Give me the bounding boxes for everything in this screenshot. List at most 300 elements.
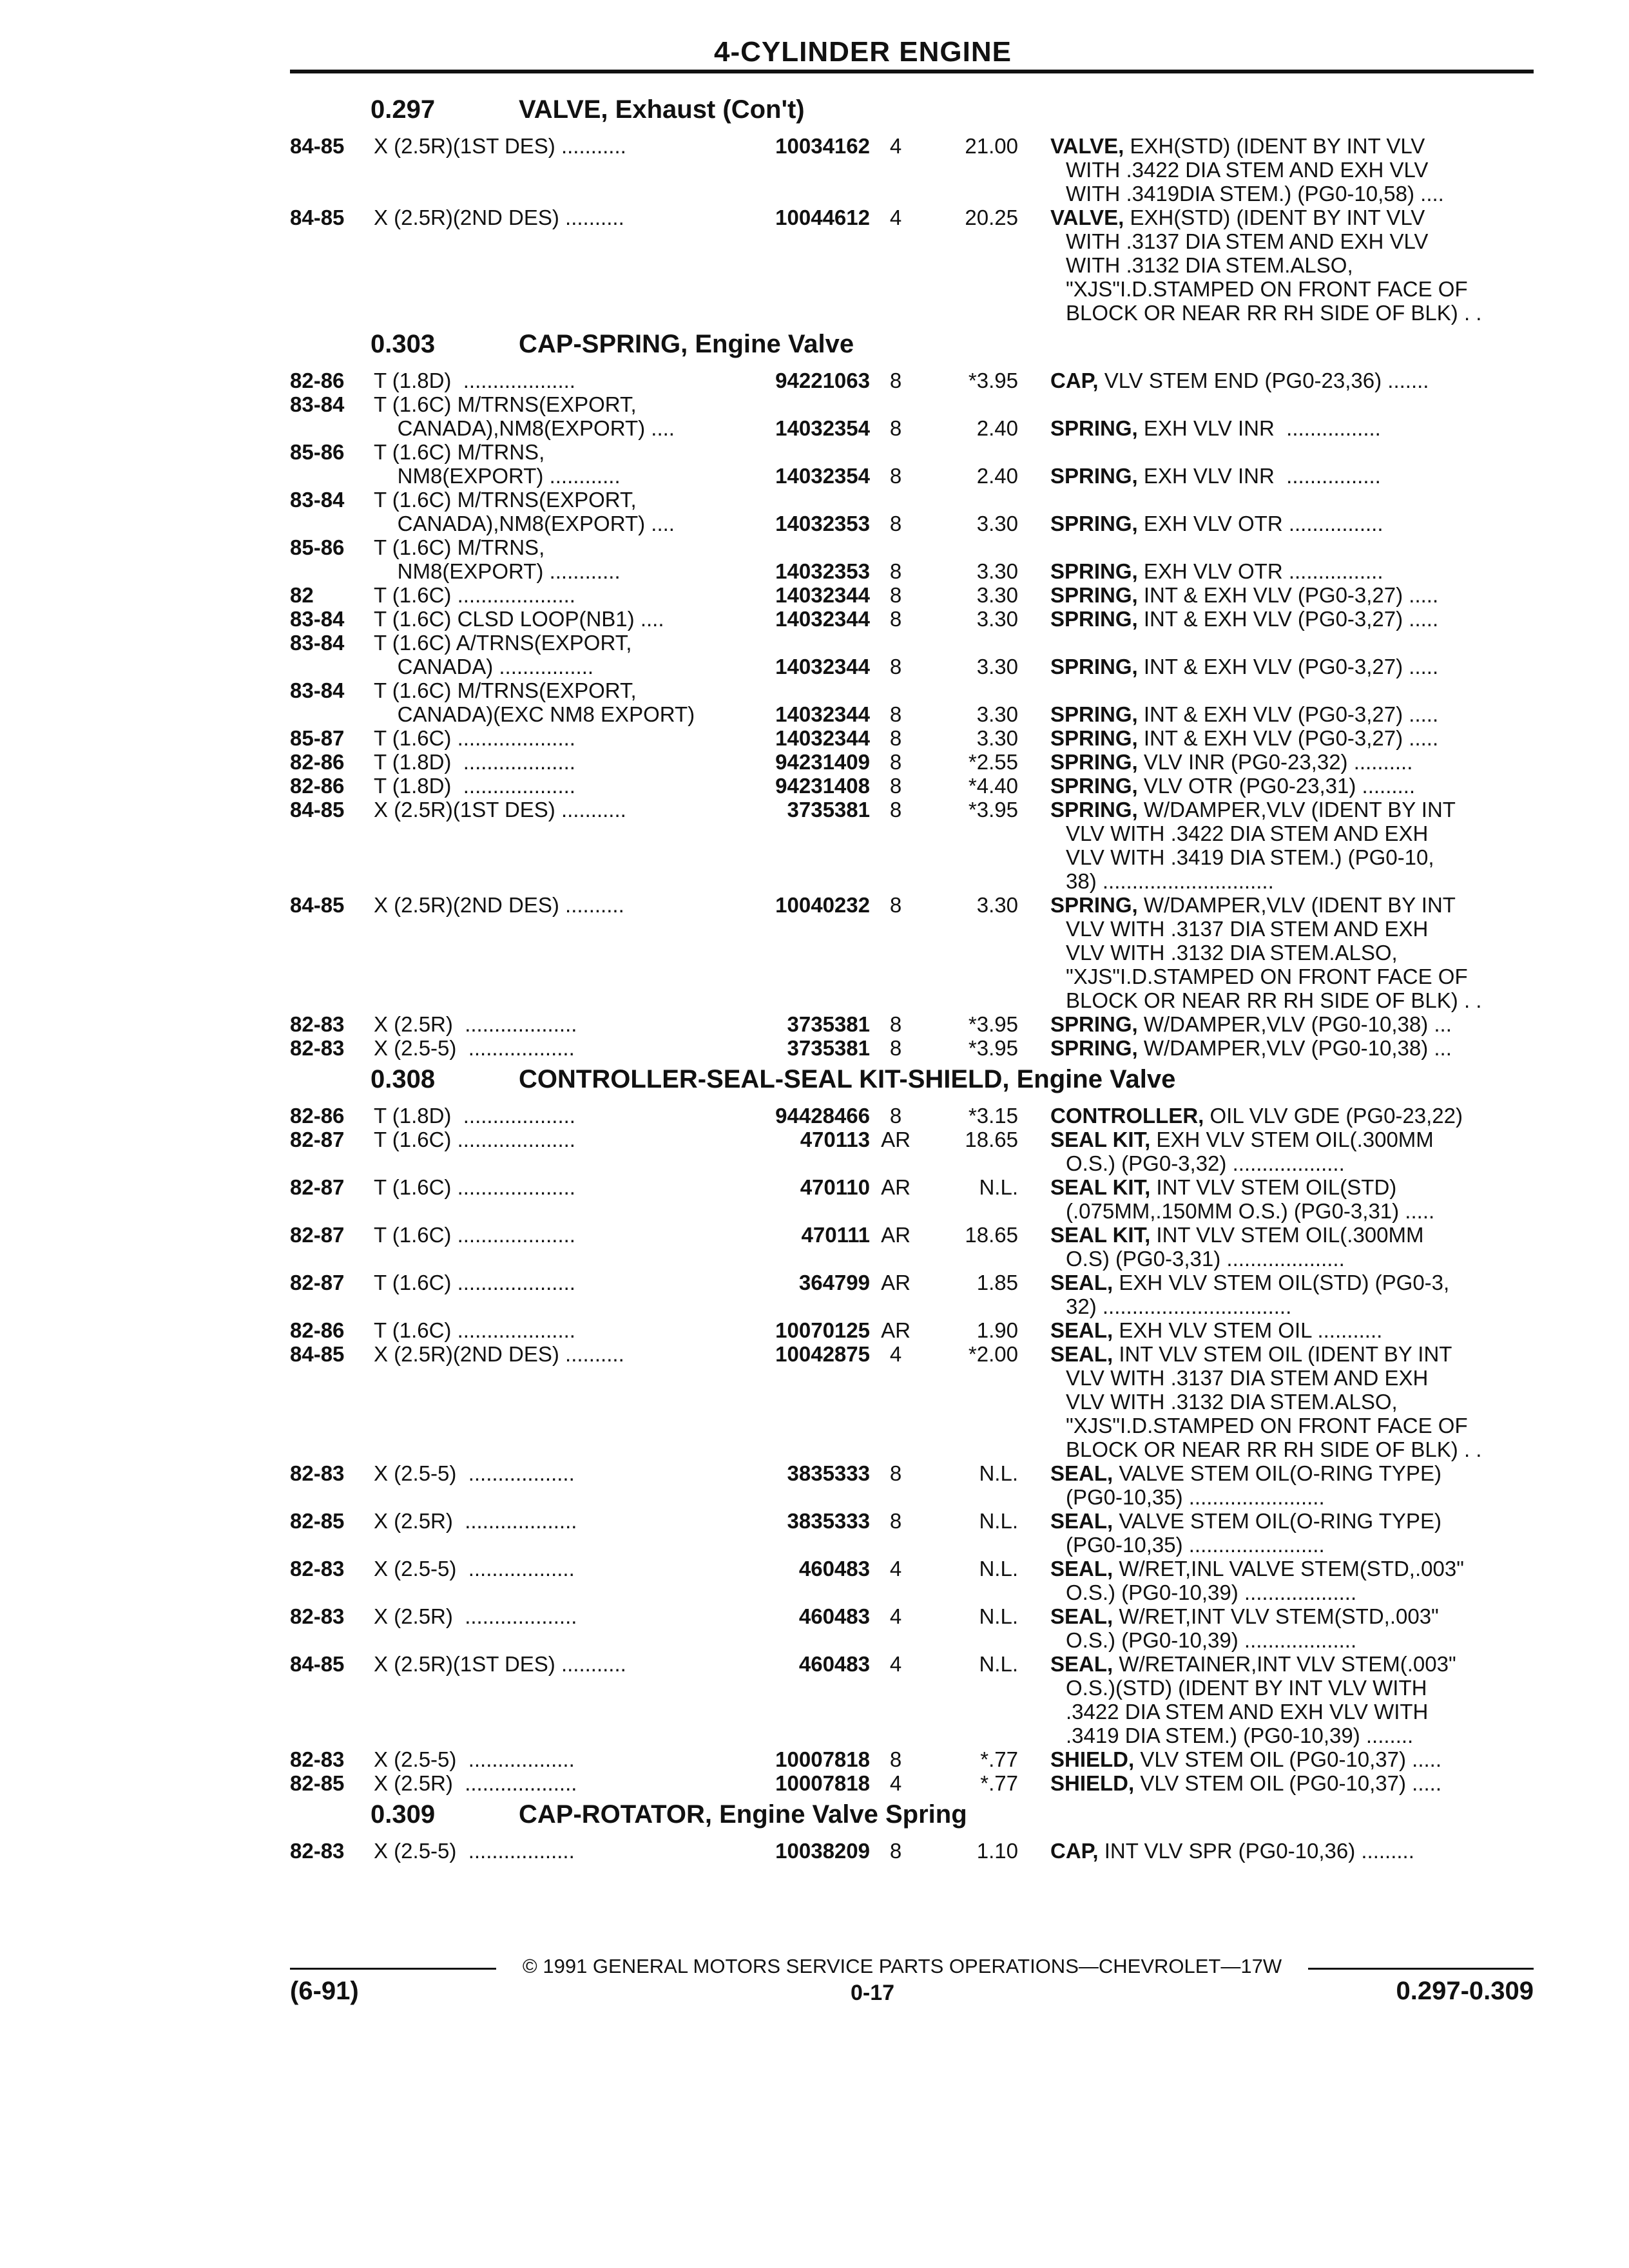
application-line: T (1.6C) A/TRNS(EXPORT, <box>374 631 632 655</box>
application <box>374 1012 741 1036</box>
application-line: X (2.5R) ................... <box>374 1509 577 1533</box>
part-number: 10034162 <box>775 134 870 158</box>
part-label: SPRING, <box>1050 1012 1138 1036</box>
parts-row <box>290 1839 1534 1863</box>
price: *3.95 <box>968 1036 1018 1060</box>
application-line: X (2.5-5) .................. <box>374 1461 575 1485</box>
part-description <box>1050 1461 1534 1509</box>
part-description <box>1050 774 1534 798</box>
part-label: SPRING, <box>1050 750 1138 774</box>
footer-rule-left <box>290 1968 496 1970</box>
part-description-line: VLV WITH .3137 DIA STEM AND EXH <box>1066 1366 1429 1390</box>
model-years: 82-87 <box>290 1175 345 1199</box>
part-description-line <box>1050 1652 1534 1676</box>
model-years: 82-87 <box>290 1223 345 1247</box>
part-description-line <box>1050 206 1534 229</box>
part-description-line <box>1050 1771 1534 1795</box>
price: *3.95 <box>968 1012 1018 1036</box>
parts-row <box>290 798 1534 893</box>
part-label: SPRING, <box>1050 583 1138 607</box>
application-line: X (2.5-5) .................. <box>374 1747 575 1771</box>
parts-row <box>290 893 1534 1012</box>
price: *.77 <box>980 1747 1018 1771</box>
part-label: SEAL KIT, <box>1050 1128 1151 1151</box>
quantity: 8 <box>889 1012 902 1036</box>
price: 1.85 <box>976 1271 1018 1294</box>
part-description <box>1050 726 1534 750</box>
section-title <box>290 95 1534 134</box>
application-line: X (2.5R)(2ND DES) .......... <box>374 893 624 917</box>
part-description-line <box>1050 1012 1534 1036</box>
part-description <box>1050 1318 1534 1342</box>
part-number: 14032344 <box>775 607 870 631</box>
application-line: CANADA),NM8(EXPORT) .... <box>374 416 675 440</box>
section-name: CONTROLLER-SEAL-SEAL KIT-SHIELD, Engine Valve <box>519 1065 1176 1093</box>
parts-row <box>290 1318 1534 1342</box>
price: *4.40 <box>968 774 1018 798</box>
part-detail: VLV OTR (PG0-23,31) ......... <box>1137 774 1416 798</box>
quantity: 8 <box>889 798 902 822</box>
quantity: 4 <box>889 1557 902 1581</box>
parts-row <box>290 774 1534 798</box>
part-description <box>1050 1104 1534 1128</box>
part-detail: OIL VLV GDE (PG0-23,22) <box>1204 1104 1463 1128</box>
footer-rule-right <box>1308 1968 1534 1970</box>
section-number: 0.297 <box>371 95 436 124</box>
application-line: X (2.5R)(1ST DES) ........... <box>374 1652 626 1676</box>
application <box>374 1128 741 1151</box>
part-number: 14032344 <box>775 583 870 607</box>
quantity: 8 <box>889 464 902 488</box>
part-description <box>1050 1652 1534 1747</box>
application <box>374 488 741 535</box>
part-number: 470110 <box>800 1175 870 1199</box>
quantity: 4 <box>889 1652 902 1676</box>
part-description-line <box>1050 1223 1534 1247</box>
part-description-line <box>1050 1604 1534 1628</box>
price: 18.65 <box>965 1223 1018 1247</box>
part-detail: W/RET,INT VLV STEM(STD,.003" <box>1113 1604 1439 1628</box>
part-description <box>1050 1128 1534 1175</box>
part-description-line: VLV WITH .3422 DIA STEM AND EXH <box>1066 822 1429 845</box>
application-line: T (1.6C) M/TRNS, <box>374 535 545 559</box>
quantity: 8 <box>889 607 902 631</box>
part-description-line <box>1050 369 1534 392</box>
quantity: 8 <box>889 1839 902 1863</box>
price: *3.95 <box>968 798 1018 822</box>
parts-row <box>290 206 1534 325</box>
part-description <box>1050 392 1534 440</box>
parts-row <box>290 1175 1534 1223</box>
part-label: SPRING, <box>1050 655 1138 678</box>
footer-page-number: 0-17 <box>851 1981 895 2005</box>
quantity: 8 <box>889 512 902 535</box>
model-years: 85-87 <box>290 726 345 750</box>
price: 20.25 <box>965 206 1018 229</box>
part-description-line <box>1050 726 1534 750</box>
part-number: 10007818 <box>775 1771 870 1795</box>
part-description-line: BLOCK OR NEAR RR RH SIDE OF BLK) . . <box>1066 988 1482 1012</box>
part-description-line <box>1050 1104 1534 1128</box>
part-description <box>1050 583 1534 607</box>
application <box>374 369 741 392</box>
part-label: SPRING, <box>1050 774 1138 798</box>
quantity: 8 <box>889 702 902 726</box>
part-description <box>1050 893 1534 1012</box>
part-description-line: O.S.) (PG0-3,32) ................... <box>1066 1151 1345 1175</box>
application-line: T (1.6C) .................... <box>374 1318 575 1342</box>
parts-row <box>290 1271 1534 1318</box>
part-detail: INT & EXH VLV (PG0-3,27) ..... <box>1137 702 1439 726</box>
application <box>374 1557 741 1581</box>
parts-row <box>290 726 1534 750</box>
section-number: 0.303 <box>371 330 436 358</box>
part-description-line <box>1050 1839 1534 1863</box>
part-detail: INT & EXH VLV (PG0-3,27) ..... <box>1137 655 1439 678</box>
part-detail: INT VLV STEM OIL (IDENT BY INT <box>1113 1342 1452 1366</box>
part-description-line: (.075MM,.150MM O.S.) (PG0-3,31) ..... <box>1066 1199 1435 1223</box>
part-description-line <box>1050 1342 1534 1366</box>
part-detail: EXH VLV OTR ................ <box>1137 559 1383 583</box>
application-line: T (1.8D) ................... <box>374 1104 575 1128</box>
part-detail: EXH(STD) (IDENT BY INT VLV <box>1124 206 1425 229</box>
part-description-line <box>1050 583 1534 607</box>
model-years: 82-86 <box>290 1318 345 1342</box>
quantity: AR <box>881 1318 911 1342</box>
section-name: CAP-SPRING, Engine Valve <box>519 330 854 358</box>
part-number: 14032353 <box>775 559 870 583</box>
application <box>374 774 741 798</box>
parts-listing <box>290 90 1534 1863</box>
model-years: 82-83 <box>290 1747 345 1771</box>
parts-row <box>290 1223 1534 1271</box>
part-description-line: WITH .3132 DIA STEM.ALSO, <box>1066 253 1353 277</box>
application <box>374 1318 741 1342</box>
part-description-line <box>1050 1318 1534 1342</box>
price: 18.65 <box>965 1128 1018 1151</box>
application <box>374 607 741 631</box>
part-number: 14032344 <box>775 702 870 726</box>
part-detail: W/DAMPER,VLV (IDENT BY INT <box>1137 893 1456 917</box>
application <box>374 1342 741 1366</box>
model-years: 82-86 <box>290 369 345 392</box>
application <box>374 1223 741 1247</box>
part-description-line: VLV WITH .3419 DIA STEM.) (PG0-10, <box>1066 845 1434 869</box>
part-description-line: O.S.)(STD) (IDENT BY INT VLV WITH <box>1066 1676 1427 1700</box>
price: *3.95 <box>968 369 1018 392</box>
application-line: T (1.8D) ................... <box>374 774 575 798</box>
part-description-line <box>1050 464 1534 488</box>
quantity: 8 <box>889 750 902 774</box>
parts-row <box>290 488 1534 535</box>
quantity: 4 <box>889 1604 902 1628</box>
part-number: 14032344 <box>775 655 870 678</box>
application <box>374 1271 741 1294</box>
section-number: 0.309 <box>371 1800 436 1829</box>
part-description-line <box>1050 702 1534 726</box>
part-number: 94428466 <box>775 1104 870 1128</box>
part-description-line: 32) ................................ <box>1066 1294 1292 1318</box>
parts-row <box>290 1771 1534 1795</box>
model-years: 82-86 <box>290 1104 345 1128</box>
part-detail: VLV STEM OIL (PG0-10,37) ..... <box>1134 1747 1442 1771</box>
part-description <box>1050 488 1534 535</box>
part-description-line <box>1050 1747 1534 1771</box>
part-description <box>1050 1175 1534 1223</box>
application <box>374 206 741 229</box>
footer-copyright: © 1991 GENERAL MOTORS SERVICE PARTS OPERATIONS—CHEVROLET—17W <box>522 1955 1282 1977</box>
part-label: SPRING, <box>1050 702 1138 726</box>
part-detail: INT & EXH VLV (PG0-3,27) ..... <box>1137 607 1439 631</box>
model-years: 84-85 <box>290 134 345 158</box>
price: *.77 <box>980 1771 1018 1795</box>
part-detail: INT & EXH VLV (PG0-3,27) ..... <box>1137 726 1439 750</box>
part-detail: W/RET,INL VALVE STEM(STD,.003" <box>1113 1557 1464 1581</box>
parts-row <box>290 1342 1534 1461</box>
application-line: T (1.6C) .................... <box>374 583 575 607</box>
quantity: AR <box>881 1271 911 1294</box>
part-description <box>1050 1012 1534 1036</box>
part-number: 14032354 <box>775 464 870 488</box>
application-line: CANADA) ................ <box>374 655 594 678</box>
part-description <box>1050 631 1534 678</box>
part-detail: W/DAMPER,VLV (IDENT BY INT <box>1137 798 1456 822</box>
part-detail: W/DAMPER,VLV (PG0-10,38) ... <box>1137 1012 1452 1036</box>
price: *2.00 <box>968 1342 1018 1366</box>
part-number: 10070125 <box>775 1318 870 1342</box>
application <box>374 440 741 488</box>
application <box>374 631 741 678</box>
part-description-line <box>1050 416 1534 440</box>
price: 3.30 <box>976 559 1018 583</box>
application-line: CANADA)(EXC NM8 EXPORT) <box>374 702 695 726</box>
section-name: CAP-ROTATOR, Engine Valve Spring <box>519 1800 967 1829</box>
application-line: T (1.6C) M/TRNS, <box>374 440 545 464</box>
part-number: 10044612 <box>775 206 870 229</box>
part-description <box>1050 1509 1534 1557</box>
application <box>374 1839 741 1863</box>
part-description <box>1050 678 1534 726</box>
part-description <box>1050 369 1534 392</box>
part-description <box>1050 535 1534 583</box>
application <box>374 750 741 774</box>
price: N.L. <box>979 1652 1018 1676</box>
application-line: T (1.8D) ................... <box>374 750 575 774</box>
parts-row <box>290 392 1534 440</box>
part-detail: VLV STEM OIL (PG0-10,37) ..... <box>1134 1771 1442 1795</box>
footer-date-code: (6-91) <box>290 1977 359 2005</box>
application-line: X (2.5R)(1ST DES) ........... <box>374 798 626 822</box>
quantity: 4 <box>889 134 902 158</box>
part-description-line: (PG0-10,35) ....................... <box>1066 1533 1325 1557</box>
model-years: 83-84 <box>290 607 345 631</box>
application <box>374 1461 741 1485</box>
part-detail: INT VLV SPR (PG0-10,36) ......... <box>1098 1839 1414 1863</box>
part-description <box>1050 750 1534 774</box>
part-label: CAP, <box>1050 369 1099 392</box>
application-line: CANADA),NM8(EXPORT) .... <box>374 512 675 535</box>
part-detail: EXH VLV STEM OIL ........... <box>1113 1318 1383 1342</box>
part-description-line <box>1050 607 1534 631</box>
parts-row <box>290 1128 1534 1175</box>
quantity: 8 <box>889 369 902 392</box>
price: *2.55 <box>968 750 1018 774</box>
part-detail: VALVE STEM OIL(O-RING TYPE) <box>1113 1461 1441 1485</box>
price: 2.40 <box>976 416 1018 440</box>
part-description-line <box>1050 559 1534 583</box>
price: N.L. <box>979 1604 1018 1628</box>
part-description <box>1050 1557 1534 1604</box>
application-line: NM8(EXPORT) ............ <box>374 464 621 488</box>
part-detail: W/RETAINER,INT VLV STEM(.003" <box>1113 1652 1456 1676</box>
application-line: T (1.6C) M/TRNS(EXPORT, <box>374 678 637 702</box>
part-number: 3835333 <box>787 1461 870 1485</box>
model-years: 84-85 <box>290 893 345 917</box>
part-description-line: WITH .3419DIA STEM.) (PG0-10,58) .... <box>1066 182 1444 206</box>
part-number: 460483 <box>798 1652 870 1676</box>
part-label: CONTROLLER, <box>1050 1104 1204 1128</box>
application-line: T (1.6C) .................... <box>374 1223 575 1247</box>
application <box>374 1175 741 1199</box>
quantity: 8 <box>889 1461 902 1485</box>
part-description <box>1050 134 1534 206</box>
model-years: 82-83 <box>290 1839 345 1863</box>
application-line: X (2.5R) ................... <box>374 1771 577 1795</box>
price: N.L. <box>979 1557 1018 1581</box>
price: 1.90 <box>976 1318 1018 1342</box>
part-description-line <box>1050 1509 1534 1533</box>
part-description-line: .3419 DIA STEM.) (PG0-10,39) ........ <box>1066 1724 1414 1747</box>
part-number: 460483 <box>798 1557 870 1581</box>
part-detail: EXH VLV STEM OIL(.300MM <box>1150 1128 1434 1151</box>
part-description-line: WITH .3137 DIA STEM AND EXH VLV <box>1066 229 1429 253</box>
application-line: T (1.6C) .................... <box>374 1271 575 1294</box>
part-description-line <box>1050 1557 1534 1581</box>
part-detail: EXH VLV OTR ................ <box>1137 512 1383 535</box>
part-label: SEAL KIT, <box>1050 1223 1151 1247</box>
part-description <box>1050 206 1534 325</box>
part-label: SEAL KIT, <box>1050 1175 1151 1199</box>
part-label: SPRING, <box>1050 607 1138 631</box>
application-line: X (2.5R)(2ND DES) .......... <box>374 1342 624 1366</box>
part-description <box>1050 1839 1534 1863</box>
part-label: VALVE, <box>1050 134 1124 158</box>
part-number: 94231408 <box>775 774 870 798</box>
parts-row <box>290 607 1534 631</box>
parts-row <box>290 631 1534 678</box>
part-detail: INT & EXH VLV (PG0-3,27) ..... <box>1137 583 1439 607</box>
part-description-line: "XJS"I.D.STAMPED ON FRONT FACE OF <box>1066 1414 1468 1437</box>
quantity: AR <box>881 1175 911 1199</box>
price: N.L. <box>979 1461 1018 1485</box>
quantity: 8 <box>889 1747 902 1771</box>
application-line: X (2.5R) ................... <box>374 1604 577 1628</box>
part-number: 10040232 <box>775 893 870 917</box>
part-description <box>1050 1771 1534 1795</box>
part-description-line <box>1050 1036 1534 1060</box>
part-description <box>1050 1342 1534 1461</box>
part-description <box>1050 607 1534 631</box>
parts-row <box>290 1104 1534 1128</box>
part-detail: EXH VLV STEM OIL(STD) (PG0-3, <box>1113 1271 1450 1294</box>
application <box>374 1104 741 1128</box>
part-number: 470111 <box>801 1223 870 1247</box>
part-description <box>1050 1223 1534 1271</box>
part-number: 3735381 <box>787 1036 870 1060</box>
section-title <box>290 1065 1534 1104</box>
quantity: AR <box>881 1128 911 1151</box>
model-years: 84-85 <box>290 1652 345 1676</box>
model-years: 82-87 <box>290 1271 345 1294</box>
part-description-line: VLV WITH .3132 DIA STEM.ALSO, <box>1066 941 1398 965</box>
part-label: SPRING, <box>1050 416 1138 440</box>
part-number: 10007818 <box>775 1747 870 1771</box>
quantity: 8 <box>889 1104 902 1128</box>
application <box>374 1652 741 1676</box>
part-description-line <box>1050 798 1534 822</box>
parts-row <box>290 369 1534 392</box>
part-label: SHIELD, <box>1050 1771 1135 1795</box>
part-number: 3735381 <box>787 1012 870 1036</box>
application <box>374 134 741 158</box>
price: 3.30 <box>976 607 1018 631</box>
quantity: AR <box>881 1223 911 1247</box>
price: 21.00 <box>965 134 1018 158</box>
part-description-line: .3422 DIA STEM AND EXH VLV WITH <box>1066 1700 1429 1724</box>
application <box>374 535 741 583</box>
part-description-line: VLV WITH .3132 DIA STEM.ALSO, <box>1066 1390 1398 1414</box>
part-description-line <box>1050 750 1534 774</box>
application-line: T (1.6C) .................... <box>374 1175 575 1199</box>
application-line: X (2.5-5) .................. <box>374 1557 575 1581</box>
part-description-line: O.S.) (PG0-10,39) ................... <box>1066 1581 1357 1604</box>
model-years: 82-83 <box>290 1036 345 1060</box>
part-description-line: BLOCK OR NEAR RR RH SIDE OF BLK) . . <box>1066 1437 1482 1461</box>
part-label: SEAL, <box>1050 1652 1113 1676</box>
part-description-line <box>1050 893 1534 917</box>
quantity: 4 <box>889 1342 902 1366</box>
application <box>374 678 741 726</box>
quantity: 8 <box>889 655 902 678</box>
application-line: T (1.6C) CLSD LOOP(NB1) .... <box>374 607 664 631</box>
part-detail: W/DAMPER,VLV (PG0-10,38) ... <box>1137 1036 1452 1060</box>
part-description-line <box>1050 1271 1534 1294</box>
model-years: 85-86 <box>290 440 345 464</box>
application-line: T (1.6C) .................... <box>374 1128 575 1151</box>
parts-row <box>290 1557 1534 1604</box>
parts-row <box>290 1747 1534 1771</box>
part-detail: EXH VLV INR ................ <box>1137 416 1381 440</box>
footer-section-range: 0.297-0.309 <box>1396 1977 1534 2005</box>
application-line: X (2.5-5) .................. <box>374 1839 575 1863</box>
application <box>374 893 741 917</box>
part-description <box>1050 440 1534 488</box>
section-title <box>290 1800 1534 1839</box>
model-years: 84-85 <box>290 206 345 229</box>
price: N.L. <box>979 1509 1018 1533</box>
part-label: SPRING, <box>1050 512 1138 535</box>
application-line: NM8(EXPORT) ............ <box>374 559 621 583</box>
model-years: 83-84 <box>290 392 345 416</box>
part-label: SPRING, <box>1050 893 1138 917</box>
part-description-line <box>1050 1461 1534 1485</box>
part-detail: INT VLV STEM OIL(.300MM <box>1150 1223 1424 1247</box>
application-line: T (1.6C) .................... <box>374 726 575 750</box>
page-header: 4-CYLINDER ENGINE <box>714 36 1012 68</box>
part-description <box>1050 1036 1534 1060</box>
quantity: 4 <box>889 1771 902 1795</box>
part-number: 364799 <box>798 1271 870 1294</box>
